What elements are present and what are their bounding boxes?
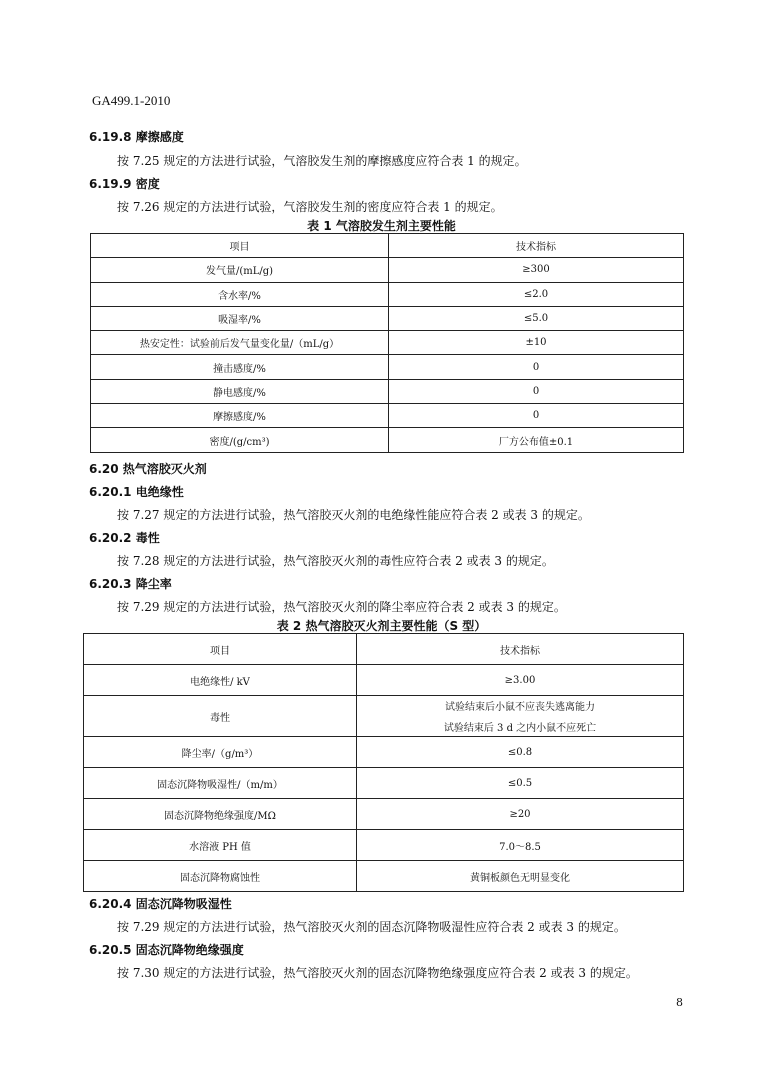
table-cell: 黄铜板颜色无明显变化 — [357, 861, 684, 892]
table-cell: 厂方公布值±0.1 — [389, 428, 684, 452]
table-cell: 电绝缘性/ kV — [84, 665, 357, 696]
table-cell: 密度/(g/cm³) — [91, 428, 389, 452]
paragraph-6-19-8: 按 7.25 规定的方法进行试验，气溶胶发生剂的摩擦感度应符合表 1 的规定。 — [117, 154, 527, 168]
table-cell: 含水率/% — [91, 282, 389, 306]
table-cell: ≥3.00 — [357, 665, 684, 696]
table-row — [91, 428, 684, 452]
paragraph-6-20-4: 按 7.29 规定的方法进行试验，热气溶胶灭火剂的固态沉降物吸湿性应符合表 2 或表 3 的规定。 — [117, 920, 626, 934]
table-row — [84, 830, 684, 861]
table-cell: 0 — [389, 404, 684, 428]
table-cell: 静电感度/% — [91, 379, 389, 403]
heading-6-20-5: 6.20.5 固态沉降物绝缘强度 — [89, 943, 244, 957]
table-header-cell: 技术指标 — [389, 234, 684, 258]
table-row — [91, 282, 684, 306]
toxicity-line-2: 试验结束后 3 d 之内小鼠不应死亡 — [443, 723, 597, 734]
table-row — [84, 861, 684, 892]
heading-6-20-3: 6.20.3 降尘率 — [89, 577, 172, 591]
table-cell: 0 — [389, 355, 684, 379]
table-cell: ≤0.5 — [357, 768, 684, 799]
table-row — [84, 665, 684, 696]
paragraph-6-20-2: 按 7.28 规定的方法进行试验，热气溶胶灭火剂的毒性应符合表 2 或表 3 的规定。 — [117, 554, 554, 568]
table-cell: 固态沉降物绝缘强度/MΩ — [84, 799, 357, 830]
table-cell: 发气量/(mL/g) — [91, 258, 389, 282]
table-row — [91, 331, 684, 355]
table-cell: 撞击感度/% — [91, 355, 389, 379]
page-number: 8 — [676, 996, 683, 1009]
table-row — [84, 768, 684, 799]
heading-6-20: 6.20 热气溶胶灭火剂 — [89, 462, 207, 476]
table-cell: 热安定性：试验前后发气量变化量/（mL/g） — [91, 331, 389, 355]
table1-caption: 表 1 气溶胶发生剂主要性能 — [307, 219, 456, 233]
table-cell: 固态沉降物吸湿性/（m/m） — [84, 768, 357, 799]
paragraph-6-20-1: 按 7.27 规定的方法进行试验，热气溶胶灭火剂的电绝缘性能应符合表 2 或表 3 的规定。 — [117, 508, 590, 522]
table-cell: ±10 — [389, 331, 684, 355]
table-row — [91, 306, 684, 330]
table-cell: 吸湿率/% — [91, 306, 389, 330]
table1 — [90, 233, 684, 453]
heading-6-19-9: 6.19.9 密度 — [89, 177, 160, 191]
table2 — [83, 633, 684, 892]
heading-6-20-4: 6.20.4 固态沉降物吸湿性 — [89, 897, 232, 911]
table-cell — [357, 696, 684, 737]
heading-6-20-1: 6.20.1 电绝缘性 — [89, 485, 184, 499]
table-header-row — [84, 634, 684, 665]
table-cell: ≤5.0 — [389, 306, 684, 330]
paragraph-6-20-5: 按 7.30 规定的方法进行试验，热气溶胶灭火剂的固态沉降物绝缘强度应符合表 2 或表 3 的规定。 — [117, 966, 638, 980]
table-cell: ≤2.0 — [389, 282, 684, 306]
table-cell: 水溶液 PH 值 — [84, 830, 357, 861]
table-cell: 毒性 — [84, 696, 357, 737]
toxicity-line-1: 试验结束后小鼠不应丧失逃离能力 — [445, 702, 595, 713]
table-header-row — [91, 234, 684, 258]
table-cell: 降尘率/（g/m³） — [84, 737, 357, 768]
heading-6-19-8: 6.19.8 摩擦感度 — [89, 130, 184, 144]
table-cell: ≤0.8 — [357, 737, 684, 768]
table-cell: 固态沉降物腐蚀性 — [84, 861, 357, 892]
table2-caption: 表 2 热气溶胶灭火剂主要性能（S 型） — [276, 619, 487, 633]
table-row — [91, 355, 684, 379]
table-row — [91, 404, 684, 428]
table-row — [91, 379, 684, 403]
table-cell: ≥20 — [357, 799, 684, 830]
table-row — [91, 258, 684, 282]
paragraph-6-19-9: 按 7.26 规定的方法进行试验，气溶胶发生剂的密度应符合表 1 的规定。 — [117, 200, 503, 214]
table-row — [84, 799, 684, 830]
table-row — [84, 696, 684, 737]
table-cell: 7.0～8.5 — [357, 830, 684, 861]
table-header-cell: 技术指标 — [357, 634, 684, 665]
table-cell: 摩擦感度/% — [91, 404, 389, 428]
table-header-cell: 项目 — [84, 634, 357, 665]
heading-6-20-2: 6.20.2 毒性 — [89, 531, 160, 545]
table-header-cell: 项目 — [91, 234, 389, 258]
paragraph-6-20-3: 按 7.29 规定的方法进行试验，热气溶胶灭火剂的降尘率应符合表 2 或表 3 的规定。 — [117, 600, 566, 614]
table-row — [84, 737, 684, 768]
table-cell: 0 — [389, 379, 684, 403]
document-number: GA499.1-2010 — [92, 93, 171, 108]
table-cell: ≥300 — [389, 258, 684, 282]
